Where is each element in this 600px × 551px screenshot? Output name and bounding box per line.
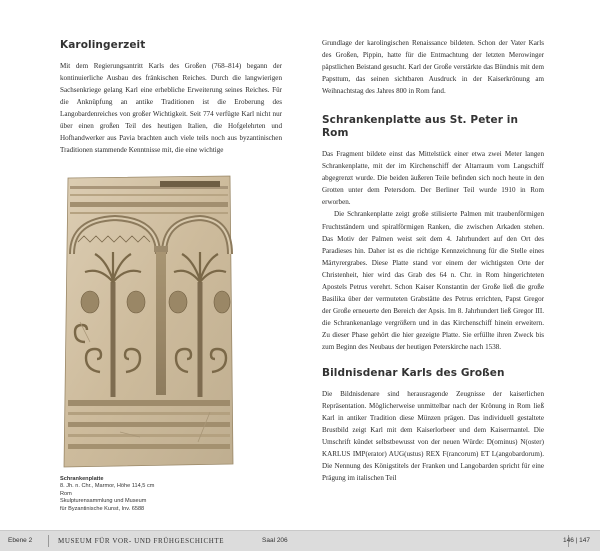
page-footer bbox=[0, 530, 600, 551]
heading-schrankenplatte: Schrankenplatte aus St. Peter in Rom bbox=[322, 114, 519, 140]
footer-page-numbers: 146 | 147 bbox=[563, 537, 590, 544]
figure-caption bbox=[60, 476, 240, 513]
footer-room: Saal 206 bbox=[262, 537, 288, 544]
paragraph-schrankenplatte-1: Das Fragment bildete einst das Mittelstück einer etwa zwei Meter langen Schrankenplatte, mit der im Kirchenschiff der Altarraum vom Langschiff abgegrenzt wurde. Die beiden äußeren Teile befinden sich noch heute in den Grotten unter dem Petersdom. Der Berliner Teil wurde 1910 in Rom erworben. bbox=[322, 150, 544, 207]
paragraph-bildnisdenar: Die Bildnisdenare sind herausragende Zeugnisse der kaiserlichen Repräsentation. Möglicherweise unmittelbar nach der Krönung in Rom ließ Karl in antiker Tradition diese Münzen prägen. Das individuell gestaltete Brustbild zeigt Karl mit dem Kaiserlorbeer und dem Kaisermantel. Die Umschrift kündet selbstbewusst von der neuen Würde: D(ominus) N(oster) KARLUS IMP(erator) AUG(ustus) REX F(rancorum) ET L(angobardorum). Die Nennung des Königstitels der Franken und Langobarden spricht für eine Prägung im italischen Teil bbox=[322, 390, 544, 483]
heading-bildnisdenar: Bildnisdenar Karls des Großen bbox=[322, 367, 505, 380]
left-column bbox=[60, 0, 282, 156]
caption-line: Skulpturensammlung und Museum bbox=[60, 498, 147, 505]
caption-line: für Byzantinische Kunst, Inv. 6588 bbox=[60, 505, 145, 512]
heading-karolingerzeit: Karolingerzeit bbox=[60, 39, 146, 51]
footer-divider bbox=[48, 535, 49, 547]
paragraph-schrankenplatte-2: Die Schrankenplatte zeigt große stilisierte Palmen mit traubenförmigen Fruchtständern und spiralförmigen Ranken, die zwischen Arkaden stehen. Das Motiv der Palmen weist seit dem 4. Jahrhundert auf den Ort des Paradieses hin. Daher ist es die richtige Kennzeichnung für die Stelle eines Märtyrergrabes. Diese Platte stand vor einem der wichtigsten Orte der Christenheit, hier wird das Grab des 64 n. Chr. in Rom hingerichteten Apostels Petrus verehrt. Schon Kaiser Konstantin der Große ließ die große Basilika über der vermuteten Grabstätte des Petrus errichten, Papst Gregor der Große erneuerte den Bereich der Apsis. Im 8. Jahrhundert ließ Gregor III. die Schrankenanlage vergrößern und in das Kirchenschiff hinein erweitern. Zu dieser Phase gehört die hier gezeigte Platte. Sie erfüllte ihren Zweck bis zum Beginn des Neubaus der heutigen Peterskirche nach 1538. bbox=[322, 210, 544, 351]
footer-level: Ebene 2 bbox=[8, 537, 33, 544]
caption-title: Schrankenplatte bbox=[60, 476, 104, 482]
caption-line: 8. Jh. n. Chr., Marmor, Höhe 114,5 cm bbox=[60, 483, 155, 490]
right-column bbox=[322, 0, 544, 484]
schrankenplatte-image bbox=[60, 172, 235, 470]
caption-line: Rom bbox=[60, 490, 72, 497]
paragraph-continuation: Grundlage der karolingischen Renaissance bildeten. Schon der Vater Karls des Großen, Pippin, hatte für die Entmachtung der letzten Merowinger päpstlichen Beistand gesucht. Karl der Große verstärkte das Bündnis mit dem Papsttum, das seinen sichtbaren Ausdruck in der Kaiserkrönung am Weihnachtstag des Jahres 800 in Rom fand. bbox=[322, 39, 544, 96]
paragraph-karolingerzeit: Mit dem Regierungsantritt Karls des Großen (768–814) begann der kontinuierliche Ausbau des fränkischen Reiches. Durch die langwierigen Sachsenkriege gelang Karl eine erhebliche Erweiterung seines Reiches. Für die Anknüpfung an antike Traditionen ist die Eroberung des Langobardenreiches von großer Wichtigkeit. Seit 774 verfügte Karl nicht nur über einen großen Teil des heutigen Italien, die Hofgelehrten und Hofhandwerker aus Pavia brachten auch viele teils noch aus byzantinischen Traditionen stammende Kenntnisse mit, die eine wichtige bbox=[60, 62, 282, 155]
footer-museum: MUSEUM FÜR VOR- UND FRÜHGESCHICHTE bbox=[58, 537, 225, 545]
